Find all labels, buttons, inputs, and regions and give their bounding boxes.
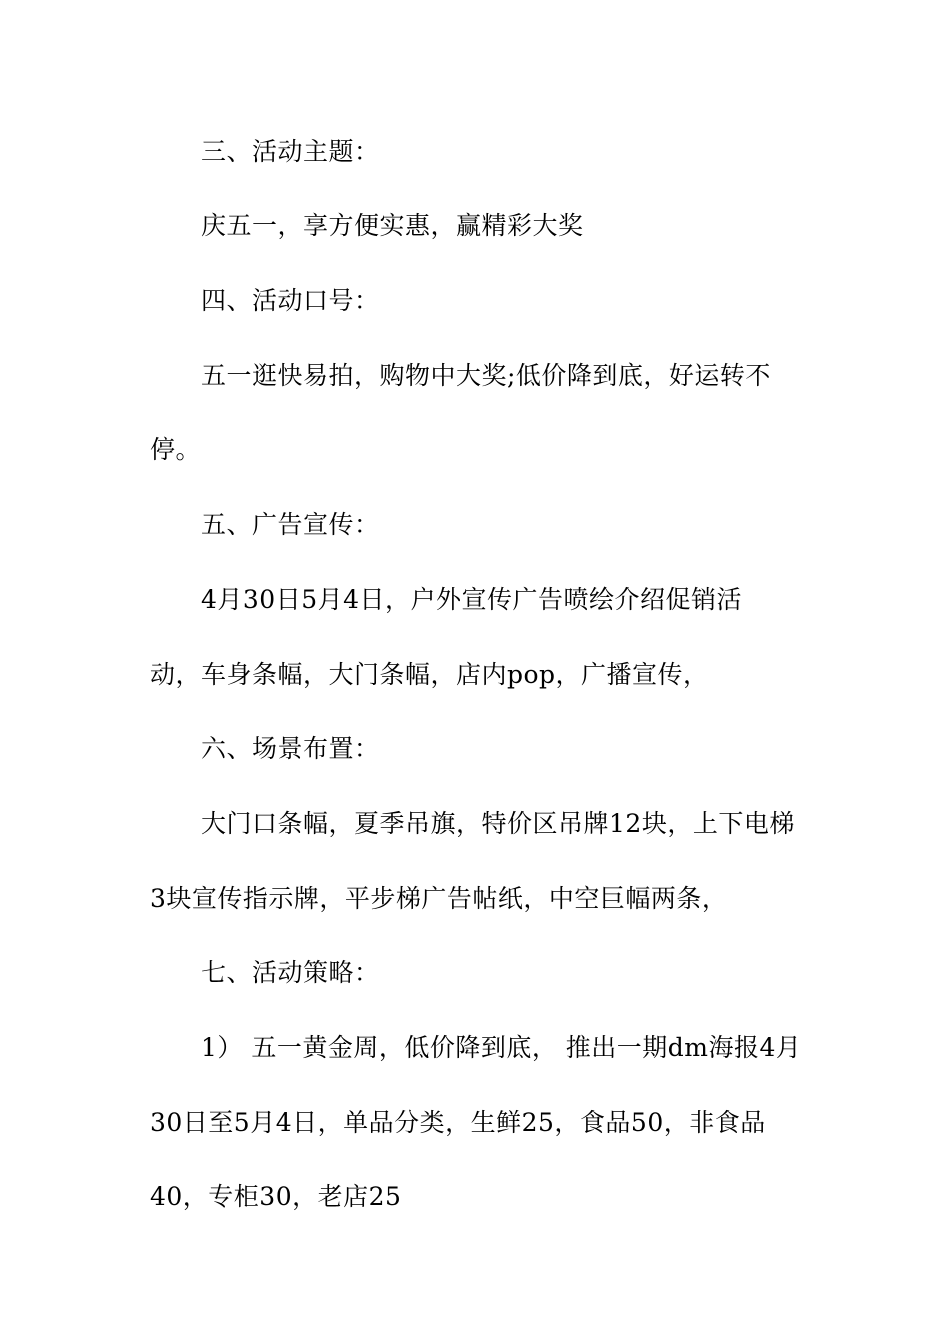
strategy-text-line-2: 30日至5月4日，单品分类，生鲜25，食品50，非食品 (150, 1108, 766, 1137)
scene-text-line-2: 3块宣传指示牌，平步梯广告帖纸，中空巨幅两条， (150, 884, 728, 913)
section-heading-advertising: 五、广告宣传： (201, 510, 380, 539)
advertising-text-line-2: 动，车身条幅，大门条幅，店内pop，广播宣传， (150, 660, 709, 689)
scene-text-line-1: 大门口条幅，夏季吊旗，特价区吊牌12块，上下电梯 (201, 809, 795, 838)
slogan-text-line-2: 停。 (150, 435, 202, 464)
advertising-text-line-1: 4月30日5月4日，户外宣传广告喷绘介绍促销活 (201, 585, 743, 614)
strategy-text-line-3: 40，专柜30，老店25 (150, 1182, 402, 1211)
theme-text: 庆五一，享方便实惠，赢精彩大奖 (201, 211, 584, 240)
section-heading-theme: 三、活动主题： (201, 137, 380, 166)
section-heading-scene: 六、场景布置： (201, 734, 380, 763)
section-heading-strategy: 七、活动策略： (201, 958, 380, 987)
slogan-text-line-1: 五一逛快易拍，购物中大奖;低价降到底，好运转不 (201, 361, 771, 390)
strategy-text-line-1: 1） 五一黄金周，低价降到底， 推出一期dm海报4月 (201, 1033, 802, 1062)
section-heading-slogan: 四、活动口号： (201, 286, 380, 315)
